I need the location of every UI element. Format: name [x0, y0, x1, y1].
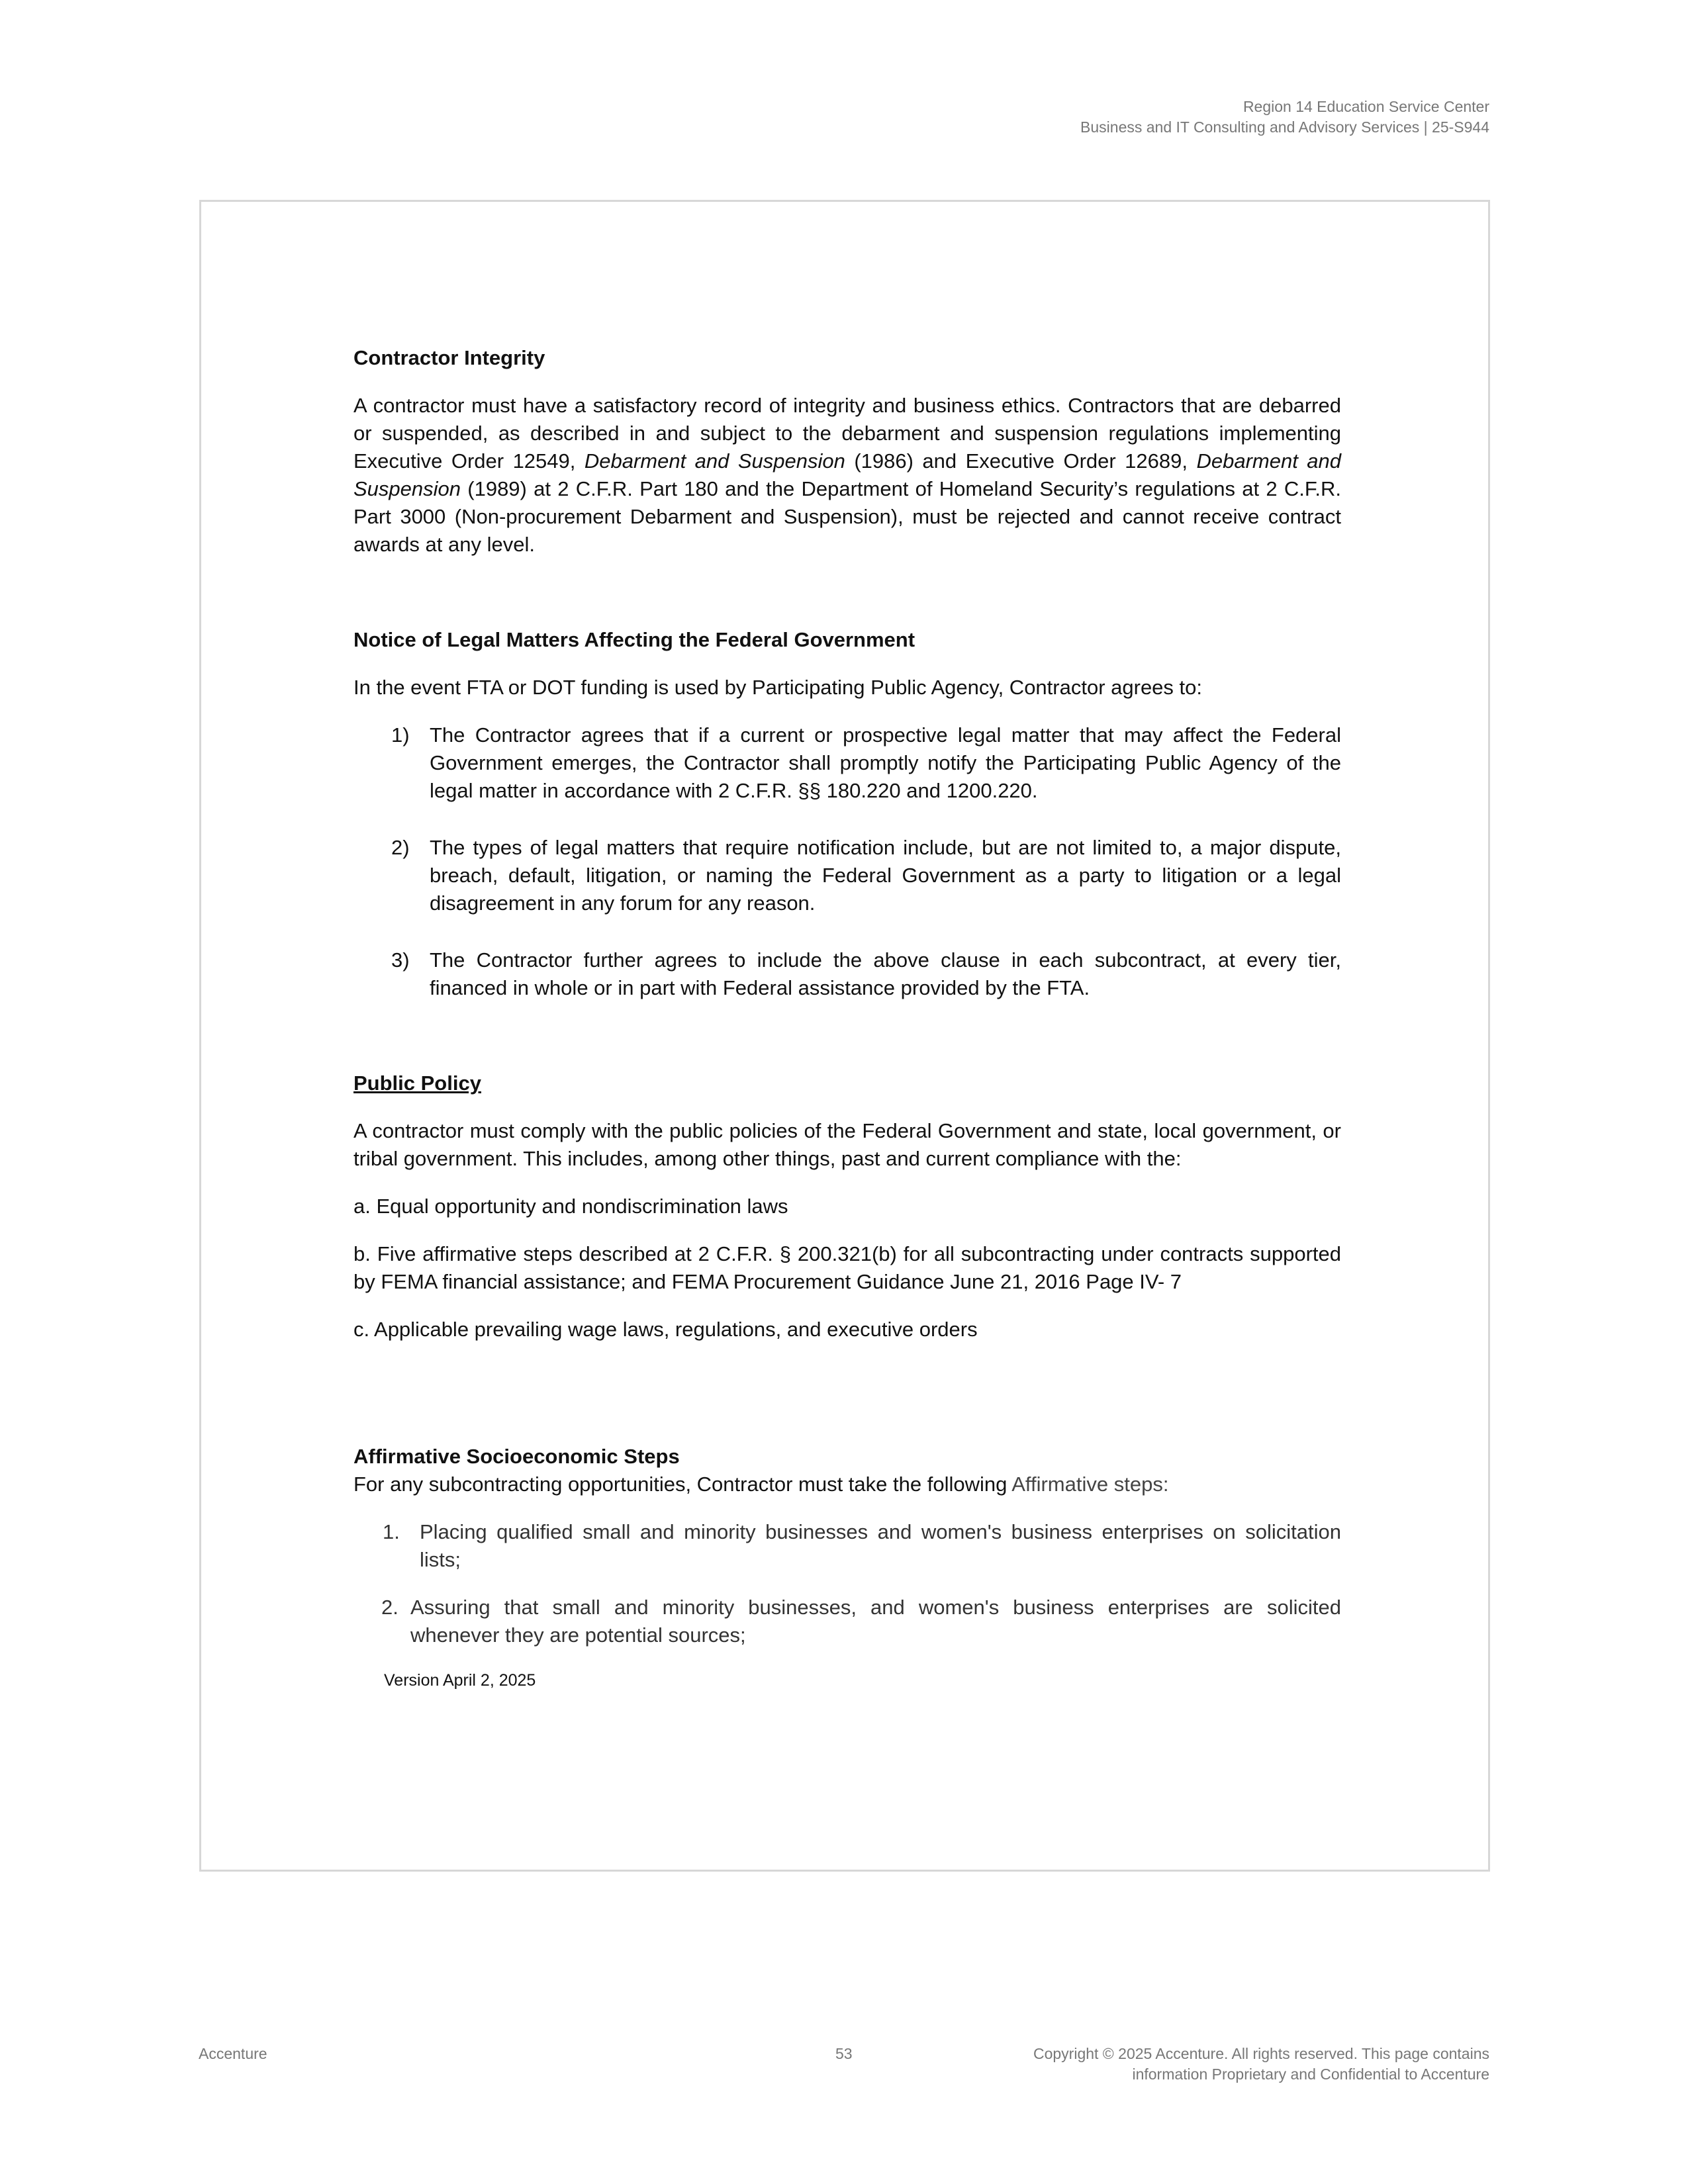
header-org: Region 14 Education Service Center — [1243, 98, 1489, 115]
footer-copyright: Copyright © 2025 Accenture. All rights reserved. This page contains information Proprietary and Confidential to Accenture — [1033, 2045, 1489, 2083]
socio-intro: For any subcontracting opportunities, Contractor must take the following Affirmative steps: — [353, 1473, 1169, 1496]
legal-intro: In the event FTA or DOT funding is used by Participating Public Agency, Contractor agrees to: — [353, 676, 1203, 699]
section-title-public-policy: Public Policy — [353, 1071, 481, 1095]
policy-item-c: c. Applicable prevailing wage laws, regulations, and executive orders — [353, 1318, 978, 1341]
section-title-legal-matters: Notice of Legal Matters Affecting the Federal Government — [353, 628, 915, 651]
socio-item-1: 1. Placing qualified small and minority businesses and women's business enterprises on solicitation lists; — [383, 1520, 1341, 1571]
legal-item-3: 3) The Contractor further agrees to include the above clause in each subcontract, at every tier, financed in whole or in part with Federal assistance provided by the FTA. — [391, 948, 1341, 999]
integrity-paragraph: A contractor must have a satisfactory record of integrity and business ethics. Contractors that are debarred or suspended, as described in and subject to the debarment and suspension regulations implementing Executive Order 12549, Debarment and Suspension (1986) and Executive Order 12689, Debarment and Suspension (1989) at 2 C.F.R. Part 180 and the Department of Homeland Security’s regulations at 2 C.F.R. Part 3000 (Non-procurement Debarment and Suspension), must be rejected and cannot receive contract awards at any level. — [353, 394, 1342, 556]
legal-item-2: 2) The types of legal matters that require notification include, but are not limited to, a major dispute, breach, default, litigation, or naming the Federal Government as a party to litigation or a legal disagreement in any forum for any reason. — [391, 836, 1341, 915]
socio-item-2: 2. Assuring that small and minority businesses, and women's business enterprises are solicited whenever they are potential sources; — [381, 1596, 1341, 1647]
policy-intro: A contractor must comply with the public policies of the Federal Government and state, local government, or tribal government. This includes, among other things, past and current compliance with the: — [353, 1119, 1341, 1170]
version-note: Version April 2, 2025 — [384, 1671, 536, 1690]
section-title-socioeconomic: Affirmative Socioeconomic Steps — [353, 1445, 680, 1468]
header-project: Business and IT Consulting and Advisory Services | 25-S944 — [1080, 118, 1489, 136]
policy-item-b: b. Five affirmative steps described at 2 C.F.R. § 200.321(b) for all subcontracting under contracts supported by FEMA financial assistance; and FEMA Procurement Guidance June 21, 2016 Page IV- 7 — [353, 1242, 1341, 1293]
document-body — [353, 344, 1341, 1692]
page-number: 53 — [835, 2045, 853, 2062]
policy-item-a: a. Equal opportunity and nondiscrimination laws — [353, 1195, 788, 1218]
section-title-contractor-integrity: Contractor Integrity — [353, 346, 545, 369]
legal-item-1: 1) The Contractor agrees that if a current or prospective legal matter that may affect the Federal Government emerges, the Contractor shall promptly notify the Participating Public Agency of the legal matter in accordance with 2 C.F.R. §§ 180.220 and 1200.220. — [391, 723, 1341, 802]
footer-company: Accenture — [199, 2045, 267, 2062]
page-header — [1080, 97, 1489, 138]
